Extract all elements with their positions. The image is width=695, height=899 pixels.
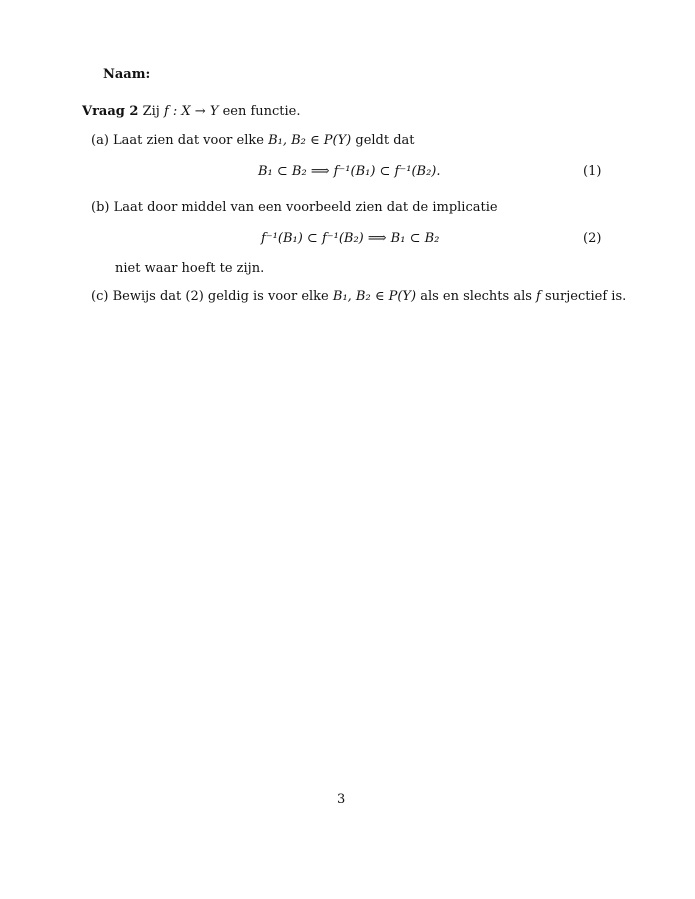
eq2-lhs: f⁻¹(B₁) ⊂ f⁻¹(B₂) — [261, 231, 364, 246]
item-a-label: (a) — [91, 133, 109, 148]
item-c-label: (c) — [91, 289, 109, 304]
eq2-arrow: ⟹ — [367, 231, 387, 246]
equation-1 — [258, 165, 441, 178]
item-b-label: (b) — [91, 200, 110, 215]
equation-2-number: (2) — [583, 231, 602, 246]
item-a-tail: geldt dat — [355, 133, 415, 148]
eq1-lhs: B₁ ⊂ B₂ — [258, 164, 307, 179]
item-b-continuation: niet waar hoeft te zijn. — [115, 261, 265, 276]
function-signature: f : X → Y — [163, 104, 219, 119]
item-c-tail: als en slechts als — [420, 289, 532, 304]
eq2-rhs: B₁ ⊂ B₂ — [390, 231, 440, 246]
question-title: Vraag 2 — [82, 104, 139, 119]
item-c-math2: f — [536, 289, 541, 304]
item-b — [91, 201, 498, 214]
item-a — [91, 134, 415, 147]
equation-2 — [261, 232, 439, 245]
item-b-text: Laat door middel van een voorbeeld zien dat de implicatie — [113, 200, 498, 215]
question-intro-tail: een functie. — [222, 104, 301, 119]
question-heading — [82, 105, 301, 118]
name-label: Naam: — [103, 67, 151, 82]
item-c-math: B₁, B₂ ∈ P(Y) — [332, 289, 417, 304]
item-c-text: Bewijs dat (2) geldig is voor elke — [112, 289, 329, 304]
eq1-rhs: f⁻¹(B₁) ⊂ f⁻¹(B₂). — [333, 164, 441, 179]
item-a-text: Laat zien dat voor elke — [113, 133, 264, 148]
question-intro-text: Zij — [142, 104, 160, 119]
item-a-math: B₁, B₂ ∈ P(Y) — [268, 133, 352, 148]
eq1-arrow: ⟹ — [310, 164, 330, 179]
page-number: 3 — [337, 792, 346, 807]
item-c-tail2: surjectief is. — [545, 289, 627, 304]
item-c — [91, 290, 626, 303]
equation-1-number: (1) — [583, 164, 602, 179]
